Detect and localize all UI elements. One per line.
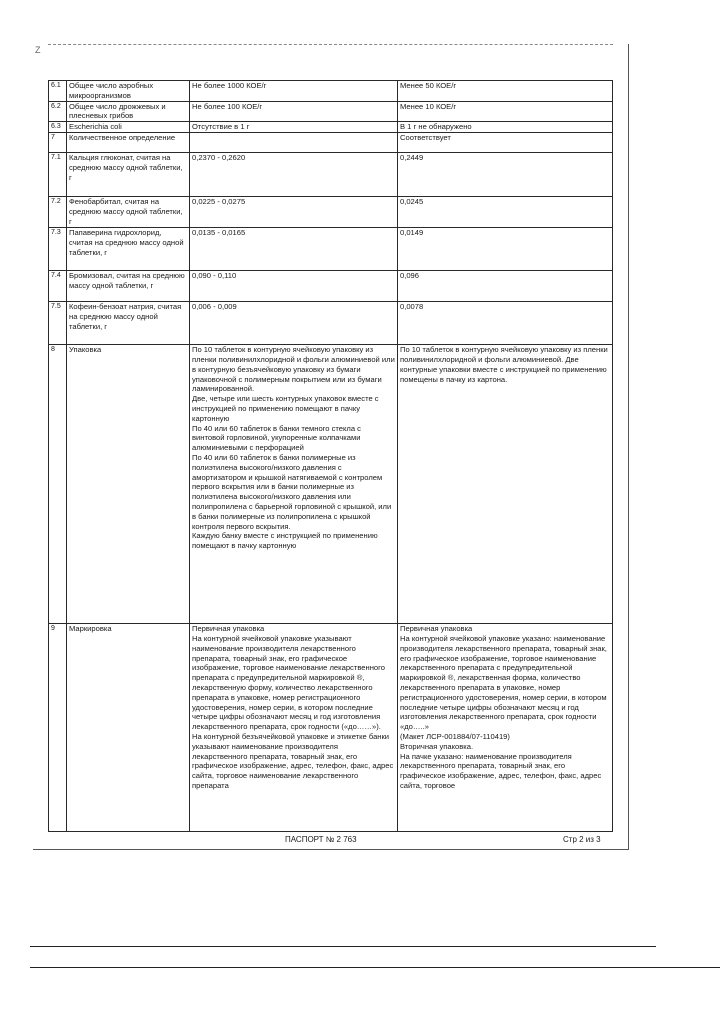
result-value: 0,0078	[398, 302, 613, 345]
row-number: 6.1	[49, 81, 67, 102]
result-value: В 1 г не обнаружено	[398, 122, 613, 133]
scan-rule-bottom	[30, 967, 720, 968]
indicator-name: Escherichia coli	[67, 122, 190, 133]
row-number: 8	[49, 345, 67, 624]
table-row	[49, 197, 613, 228]
indicator-name: Маркировка	[67, 624, 190, 832]
passport-table	[48, 80, 613, 832]
row-number: 7.2	[49, 197, 67, 228]
row-number: 9	[49, 624, 67, 832]
result-value: 0,2449	[398, 153, 613, 197]
spec-value: 0,006 - 0,009	[190, 302, 398, 345]
indicator-name: Папаверина гидрохлорид, считая на среднюю массу одной таблетки, г	[67, 228, 190, 271]
row-number: 7.4	[49, 271, 67, 302]
spec-value: 0,090 - 0,110	[190, 271, 398, 302]
indicator-name: Общее число дрожжевых и плесневых грибов	[67, 101, 190, 122]
indicator-name: Кофеин-бензоат натрия, считая на среднюю массу одной таблетки, г	[67, 302, 190, 345]
spec-value: По 10 таблеток в контурную ячейковую упаковку из пленки поливинилхлоридной и фольги алюминиевой или в контурную безъячейковую упаковку из бумаги упаковочной с полимерным покрытием или из бумаги ламинированной. Две, четыре или шесть контурных упаковок вместе с инструкцией по применению помещают в пачку картонную По 40 или 60 таблеток в банки темного стекла с винтовой горловиной, укупоренные колпачками алюминиевыми с перфорацией По 40 или 60 таблеток в банки полимерные из полиэтилена высокого/низкого давления с амортизатором и крышкой натягиваемой с контролем первого вскрытия или в банки полимерные из полиэтилена высокого/низкого давления или полипропилена с барьерной горловиной с крышкой, или в банки полимерные из полипропилена с крышкой контроля первого вскрытия. Каждую банку вместе с инструкцией по применению помещают в пачку картонную	[190, 345, 398, 624]
table-row	[49, 122, 613, 133]
row-number: 7.5	[49, 302, 67, 345]
result-value: 0,096	[398, 271, 613, 302]
result-value: Соответствует	[398, 133, 613, 153]
table-row	[49, 153, 613, 197]
indicator-name: Общее число аэробных микроорганизмов	[67, 81, 190, 102]
indicator-name: Бромизовал, считая на среднюю массу одной таблетки, г	[67, 271, 190, 302]
indicator-name: Количественное определение	[67, 133, 190, 153]
page-number: Стр 2 из 3	[563, 835, 601, 844]
spec-value: Отсутствие в 1 г	[190, 122, 398, 133]
corner-mark: Z	[35, 45, 41, 55]
row-number: 7.3	[49, 228, 67, 271]
spec-value: Не более 100 КОЕ/г	[190, 101, 398, 122]
top-dashed-rule	[48, 44, 613, 45]
table-row	[49, 271, 613, 302]
table-row	[49, 133, 613, 153]
row-number: 7	[49, 133, 67, 153]
result-value: Первичная упаковка На контурной ячейковой упаковке указано: наименование производителя лекарственного препарата, товарный знак, его графическое изображение, торговое наименование лекарственного препарата с предупредительной маркировкой ®, лекарственная форма, количество лекарственного препарата в упаковке, номер регистрационного удостоверения, номер серии, в котором последние четыре цифры обозначают месяц и год изготовления лекарственного препарата, срок годности «до…..» (Макет ЛСР-001884/07-110419) Вторичная упаковка. На пачке указано: наименование производителя лекарственного препарата, товарный знак, его графическое изображение, адрес, телефон, факс, адрес сайта, торговое	[398, 624, 613, 832]
row-number: 6.2	[49, 101, 67, 122]
indicator-name: Кальция глюконат, считая на среднюю массу одной таблетки, г	[67, 153, 190, 197]
table-row	[49, 302, 613, 345]
spec-value: 0,2370 - 0,2620	[190, 153, 398, 197]
spec-value: 0,0135 - 0,0165	[190, 228, 398, 271]
indicator-name: Упаковка	[67, 345, 190, 624]
table-row	[49, 101, 613, 122]
table-row	[49, 345, 613, 624]
table-row	[49, 228, 613, 271]
row-number: 6.3	[49, 122, 67, 133]
result-value: Менее 10 КОЕ/г	[398, 101, 613, 122]
result-value: По 10 таблеток в контурную ячейковую упаковку из пленки поливинилхлоридной и фольги алюминиевой. Две контурные упаковки вместе с инструкцией по применению помещены в пачку из картона.	[398, 345, 613, 624]
spec-value: Первичная упаковка На контурной ячейковой упаковке указывают наименование производителя лекарственного препарата, товарный знак, его графическое изображение, торговое наименование лекарственного препарата с предупредительной маркировкой ®, лекарственную форму, количество лекарственного препарата в упаковке, номер регистрационного удостоверения, номер серии, в котором последние четыре цифры обозначают месяц и год изготовления лекарственного препарата, срок годности («до……»). На контурной безъячейковой упаковке и этикетке банки указывают наименование производителя лекарственного препарата, товарный знак, его графическое изображение, адрес, телефон, факс, адрес сайта, торговое наименование лекарственного препарата	[190, 624, 398, 832]
passport-number: ПАСПОРТ № 2 763	[285, 835, 357, 844]
scan-rule-top	[30, 946, 656, 947]
spec-value: 0,0225 - 0,0275	[190, 197, 398, 228]
spec-value: Не более 1000 КОЕ/г	[190, 81, 398, 102]
spec-value	[190, 133, 398, 153]
result-value: 0,0149	[398, 228, 613, 271]
indicator-name: Фенобарбитал, считая на среднюю массу одной таблетки, г	[67, 197, 190, 228]
row-number: 7.1	[49, 153, 67, 197]
result-value: Менее 50 КОЕ/г	[398, 81, 613, 102]
table-row	[49, 81, 613, 102]
result-value: 0,0245	[398, 197, 613, 228]
table-row	[49, 624, 613, 832]
